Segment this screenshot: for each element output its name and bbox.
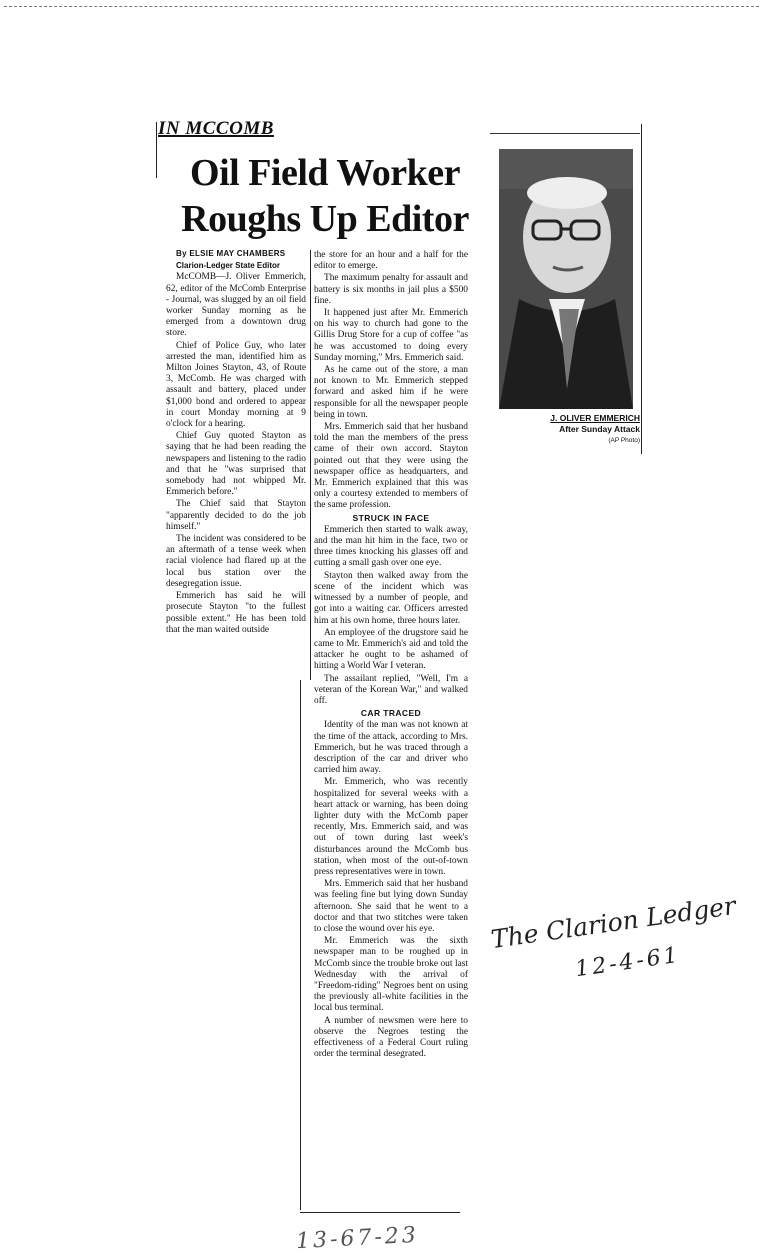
- paragraph: As he came out of the store, a man not known to Mr. Emmerich stepped forward and asked him if he were responsible for all the newspaper people being in town.: [314, 365, 468, 420]
- photo-caption: [506, 413, 640, 446]
- paragraph: Emmerich then started to walk away, and the man hit him in the face, two or three times knocking his glasses off and cutting a small gash over one eye.: [314, 524, 468, 569]
- headline: [160, 150, 490, 242]
- paragraph: Mrs. Emmerich said that her husband told the man the members of the press came of their own accord. Stayton pointed out that they were using the newspaper office as headquarters, and Mr. Emmerich explained that this was only a courtesy extended to members of the same profession.: [314, 422, 468, 511]
- column-rule-bottom: [300, 1212, 460, 1213]
- paragraph: An employee of the drugstore said he came to Mr. Emmerich's aid and told the attacker he ought to be ashamed of hitting a World War I veteran.: [314, 627, 468, 672]
- paragraph: Chief of Police Guy, who later arrested the man, identified him as Milton Joines Stayton, 43, of Route 3, McComb. He was charged with assault and battery, placed under $1,000 bond and ordered to appear in court Monday morning at 9 o'clock for a hearing.: [166, 340, 306, 430]
- paragraph: The assailant replied, "Well, I'm a veteran of the Korean War," and walked off.: [314, 673, 468, 706]
- paragraph: Chief Guy quoted Stayton as saying that he had been reading the newspapers and listening to the radio and that he "was surprised that somebody had not whipped Mr. Emmerich before.": [166, 431, 306, 498]
- byline: By ELSIE MAY CHAMBERS: [176, 249, 286, 258]
- handwritten-file-number: 13-67-23: [295, 1222, 420, 1255]
- headline-line-2: Roughs Up Editor: [181, 198, 469, 240]
- paragraph: The incident was considered to be an aftermath of a tense week when racial violence had flared up at the local bus station over the desegregation issue.: [166, 534, 306, 589]
- paragraph: The Chief said that Stayton "apparently decided to do the job himself.": [166, 499, 306, 532]
- paragraph: the store for an hour and a half for the editor to emerge.: [314, 250, 468, 272]
- paragraph: McCOMB—J. Oliver Emmerich, 62, editor of the McComb Enterprise - Journal, was slugged by an oil field worker Sunday morning as he emerged from a downtown drug store.: [166, 272, 306, 339]
- section-kicker: IN MCCOMB: [158, 118, 274, 139]
- headline-line-1: Oil Field Worker: [190, 152, 460, 194]
- handwritten-source: The Clarion Ledger: [489, 890, 738, 955]
- photo-credit: (AP Photo): [608, 437, 640, 444]
- paragraph: Stayton then walked away from the scene of the incident which was witnessed by a number of people, and got into a waiting car. Officers arrested him at his own home, three hours later.: [314, 570, 468, 626]
- caption-subtitle: After Sunday Attack: [559, 424, 640, 434]
- paragraph: Mr. Emmerich, who was recently hospitalized for several weeks with a heart attack or warning, has been doing lighter duty with the McComb paper recently, Mrs. Emmerich said, and was out of town during last week's disturbances around the McComb bus station, when most of the out-of-town press representatives were in town.: [314, 777, 468, 877]
- paragraph: A number of newsmen were here to observe the Negroes testing the effectiveness of a Federal Court ruling order the terminal desegrated.: [314, 1015, 468, 1060]
- paragraph: The maximum penalty for assault and battery is six months in jail plus a $500 fine.: [314, 273, 468, 306]
- column-rule-right: [641, 124, 642, 454]
- paragraph: Mrs. Emmerich said that her husband was feeling fine but lying down Sunday afternoon. She said that he went to a doctor and that two stitches were taken to close the wound over his eye.: [314, 879, 468, 934]
- clipping-top-border: [4, 6, 759, 7]
- caption-name: J. OLIVER EMMERICH: [550, 413, 640, 423]
- paragraph: Mr. Emmerich was the sixth newspaper man to be roughed up in McComb since the trouble broke out last Wednesday with the arrival of "Freedom-riding" Negroes bent on using the previously all-white facilities in the local bus terminal.: [314, 936, 468, 1014]
- column-rule-left: [156, 122, 157, 178]
- article-column-1: [166, 248, 306, 637]
- article-column-2: [314, 250, 468, 1061]
- portrait-illustration: [499, 149, 633, 409]
- handwritten-date: 12-4-61: [573, 942, 683, 983]
- header-rule: [490, 133, 640, 134]
- subhead-struck-in-face: STRUCK IN FACE: [352, 512, 430, 523]
- author-affiliation: Clarion-Ledger State Editor: [176, 261, 281, 271]
- column-rule-lower: [300, 680, 301, 1210]
- paragraph: It happened just after Mr. Emmerich on his way to church had gone to the Gillis Drug Store for a cup of coffee "as he was accustomed to doing every Sunday morning," Mrs. Emmerich said.: [314, 308, 468, 363]
- paragraph: Identity of the man was not known at the time of the attack, according to Mrs. Emmerich, but he was traced through a description of the car and driver who carried him away.: [314, 720, 468, 776]
- paragraph: Emmerich has said he will prosecute Stayton "to the fullest possible extent." He has been told that the man waited outside: [166, 591, 306, 635]
- subhead-car-traced: CAR TRACED: [360, 708, 422, 719]
- column-rule-middle: [310, 250, 311, 680]
- portrait-photo: [499, 149, 633, 409]
